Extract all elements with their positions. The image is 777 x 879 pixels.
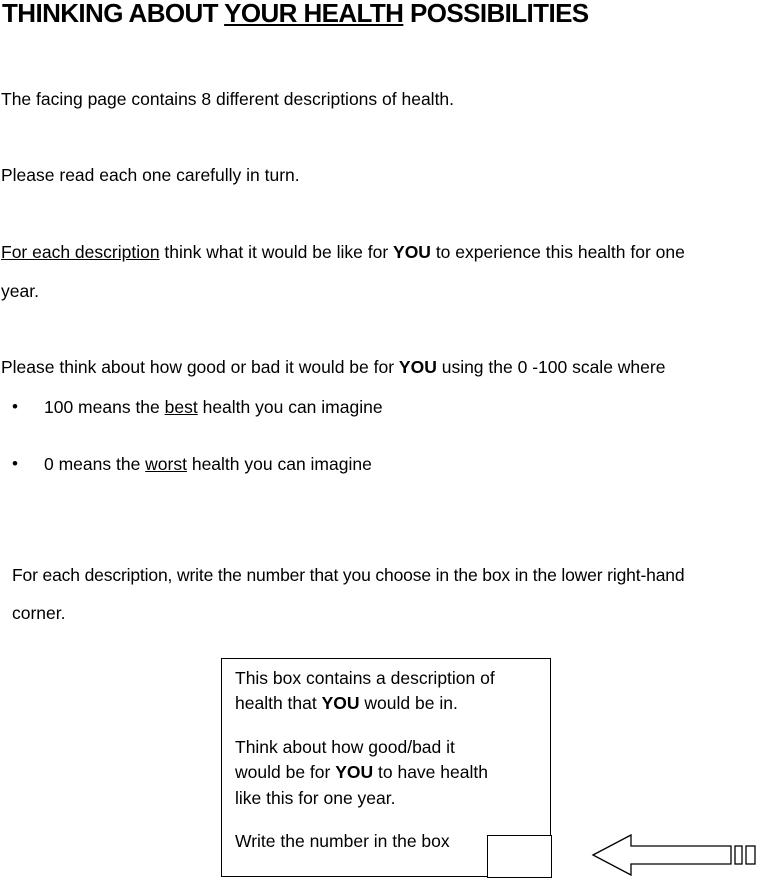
for-each-description-underlined: For each description (1, 242, 160, 262)
p4-text-b: using the 0 -100 scale where (436, 357, 666, 377)
bullet-best-health (44, 396, 383, 418)
bullet-worst-underlined: worst (145, 454, 187, 474)
title-part-1: THINKING ABOUT (2, 0, 225, 28)
box-line-6: Write the number in the box (235, 831, 450, 851)
title-part-2-underlined: YOUR HEALTH (224, 0, 404, 28)
paragraph-for-each-description-line2: year. (1, 281, 39, 301)
title-part-3: POSSIBILITIES (403, 0, 589, 28)
bullet-best-before: 100 means the (44, 397, 165, 417)
paragraph-read-carefully: Please read each one carefully in turn. (1, 165, 300, 185)
paragraph-scale-intro (1, 356, 665, 378)
p4-text-a: Please think about how good or bad it would be for (1, 357, 399, 377)
bullet-best-after: health you can imagine (197, 397, 383, 417)
box-line-4 (235, 760, 488, 785)
bullet-best-underlined: best (164, 397, 198, 417)
box-line-3: Think about how good/bad it (235, 737, 455, 757)
bullet-worst-before: 0 means the (44, 454, 146, 474)
left-arrow-icon (590, 832, 766, 878)
box-line-1: This box contains a description of (235, 668, 495, 688)
box-line-4-a: would be for (235, 762, 336, 782)
box-line-5: like this for one year. (235, 788, 396, 808)
p3-text-b: to experience this health for one (430, 242, 685, 262)
paragraph-write-number: For each description, write the number that you choose in the box in the lower right-hand (12, 565, 685, 585)
paragraph-write-number-line2: corner. (12, 603, 66, 623)
bullet-worst-health (44, 453, 372, 475)
answer-number-box[interactable] (487, 835, 552, 878)
box-line-2 (235, 691, 458, 716)
paragraph-facing-page: The facing page contains 8 different descriptions of health. (1, 89, 455, 109)
box-line-4-b: to have health (373, 762, 488, 782)
page-title (2, 0, 589, 29)
p3-you-bold: YOU (393, 242, 431, 262)
p4-you-bold: YOU (398, 357, 437, 377)
box-line-2-b: would be in. (359, 693, 458, 713)
bullet-icon: • (12, 454, 18, 473)
p3-text-a: think what it would be like for (159, 242, 394, 262)
box-line-2-you-bold: YOU (321, 693, 360, 713)
paragraph-for-each-description (1, 241, 685, 263)
bullet-worst-after: health you can imagine (186, 454, 372, 474)
bullet-icon: • (12, 397, 18, 416)
box-line-2-a: health that (235, 693, 322, 713)
box-line-4-you-bold: YOU (335, 762, 374, 782)
